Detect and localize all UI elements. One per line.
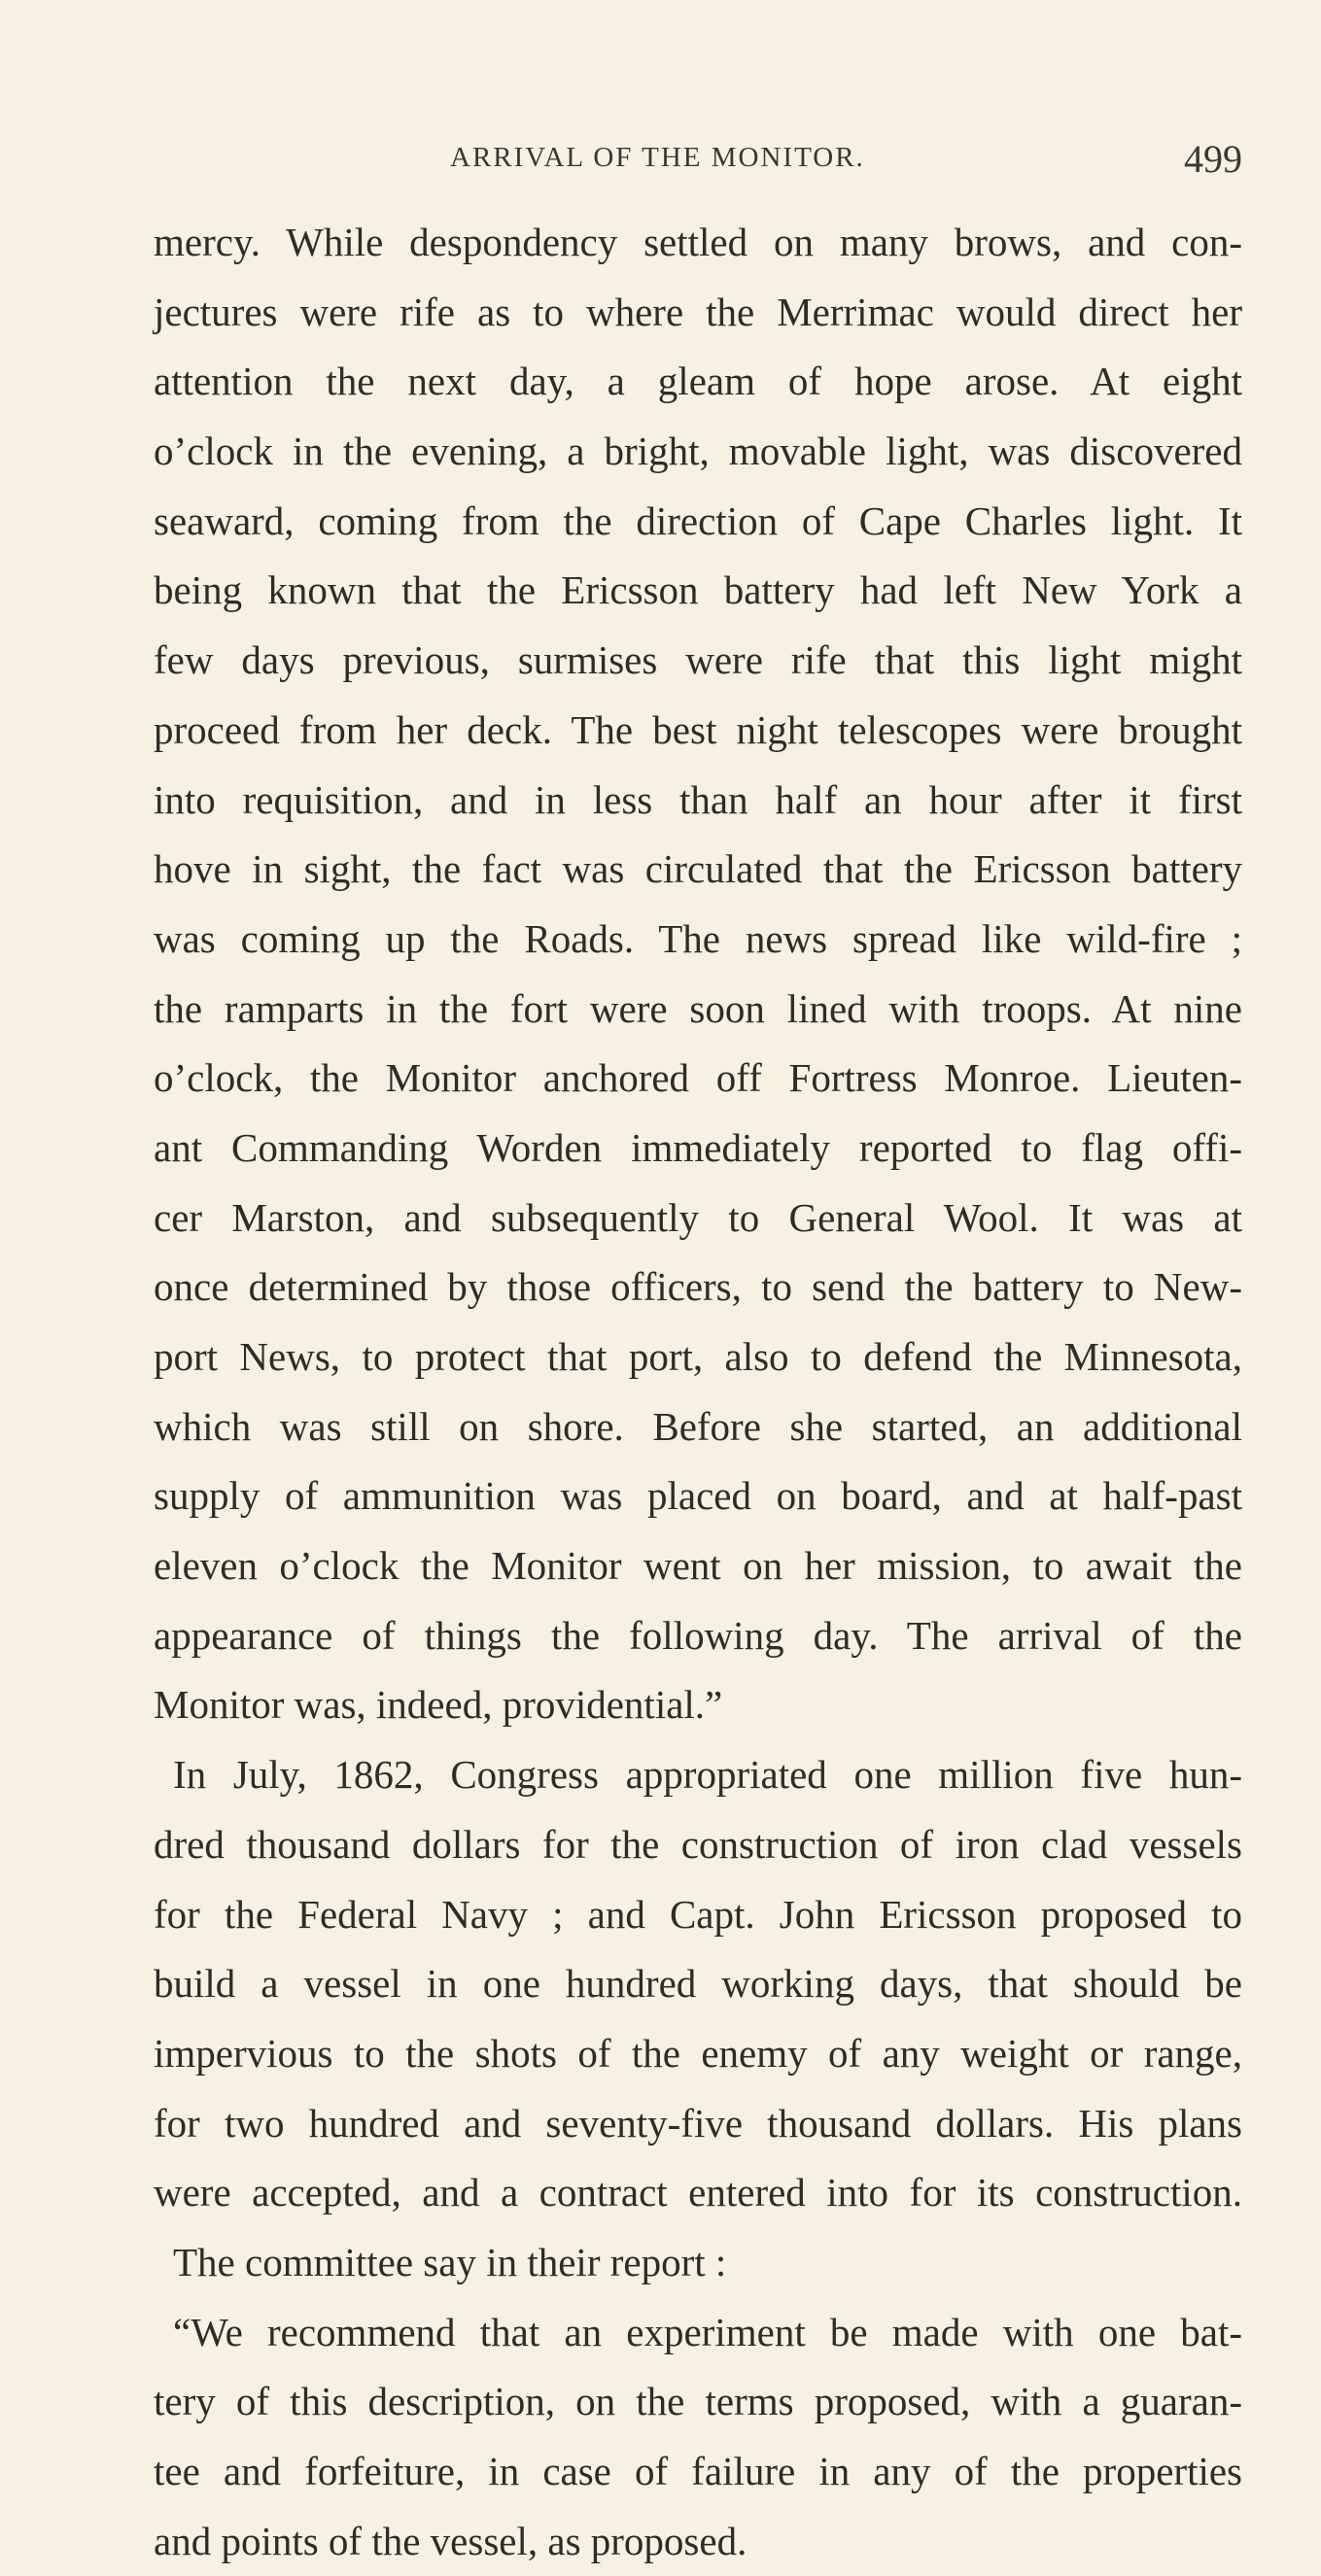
text-line: being known that the Ericsson battery had left New York a — [154, 567, 1242, 613]
text-line: tee and forfeiture, in case of failure in any of the properties — [154, 2449, 1242, 2493]
text-line: impervious to the shots of the enemy of any weight or range, — [154, 2030, 1242, 2076]
text-line: for the Federal Navy ; and Capt. John Ericsson proposed to — [154, 1891, 1242, 1937]
text-line: build a vessel in one hundred working days, that should be — [154, 1961, 1242, 2007]
text-line: once determined by those officers, to send the battery to New- — [154, 1264, 1242, 1310]
text-line: few days previous, surmises were rife that this light might — [154, 637, 1242, 683]
text-line: “We recommend that an experiment be made with one bat- — [173, 2309, 1242, 2354]
text-line: dred thousand dollars for the construction of iron clad vessels — [154, 1821, 1242, 1867]
text-line: cer Marston, and subsequently to General Wool. It was at — [154, 1194, 1242, 1240]
text-line: proceed from her deck. The best night telescopes were brought — [154, 706, 1242, 752]
text-line: was coming up the Roads. The news spread like wild-fire ; — [154, 915, 1242, 961]
text-line: seaward, coming from the direction of Cape Charles light. It — [154, 498, 1242, 543]
page-body-text — [154, 208, 1242, 2576]
text-line: into requisition, and in less than half an hour after it first — [154, 776, 1242, 822]
text-line: for two hundred and seventy-five thousand dollars. His plans — [154, 2100, 1242, 2146]
text-line: supply of ammunition was placed on board, and at half-past — [154, 1473, 1242, 1519]
text-line: tery of this description, on the terms proposed, with a guaran- — [154, 2379, 1242, 2424]
text-line: ant Commanding Worden immediately reported to flag offi- — [154, 1124, 1242, 1170]
text-line: the ramparts in the fort were soon lined with troops. At nine — [154, 985, 1242, 1031]
page-number: 499 — [1184, 137, 1242, 181]
text-line: In July, 1862, Congress appropriated one million five hun- — [173, 1752, 1242, 1798]
text-line: were accepted, and a contract entered into for its construction. — [154, 2170, 1242, 2215]
text-line: Monitor was, indeed, providential.” — [154, 1682, 723, 1728]
text-line: and points of the vessel, as proposed. — [154, 2518, 747, 2563]
text-line: o’clock in the evening, a bright, movable light, was discovered — [154, 429, 1242, 474]
text-line: mercy. While despondency settled on many brows, and con- — [154, 220, 1242, 264]
text-line: appearance of things the following day. The arrival of the — [154, 1612, 1242, 1658]
text-line: attention the next day, a gleam of hope arose. At eight — [154, 359, 1242, 404]
text-line: hove in sight, the fact was circulated that the Ericsson battery — [154, 846, 1242, 892]
running-title: ARRIVAL OF THE MONITOR. — [450, 142, 865, 173]
text-line: which was still on shore. Before she started, an additional — [154, 1403, 1242, 1449]
text-line: o’clock, the Monitor anchored off Fortress Monroe. Lieuten- — [154, 1055, 1242, 1101]
page-header — [154, 136, 1242, 185]
text-line: port News, to protect that port, also to defend the Minnesota, — [154, 1334, 1242, 1379]
text-line: jectures were rife as to where the Merrimac would direct her — [154, 289, 1242, 334]
text-line: eleven o’clock the Monitor went on her mission, to await the — [154, 1543, 1242, 1589]
text-line: The committee say in their report : — [173, 2239, 727, 2284]
